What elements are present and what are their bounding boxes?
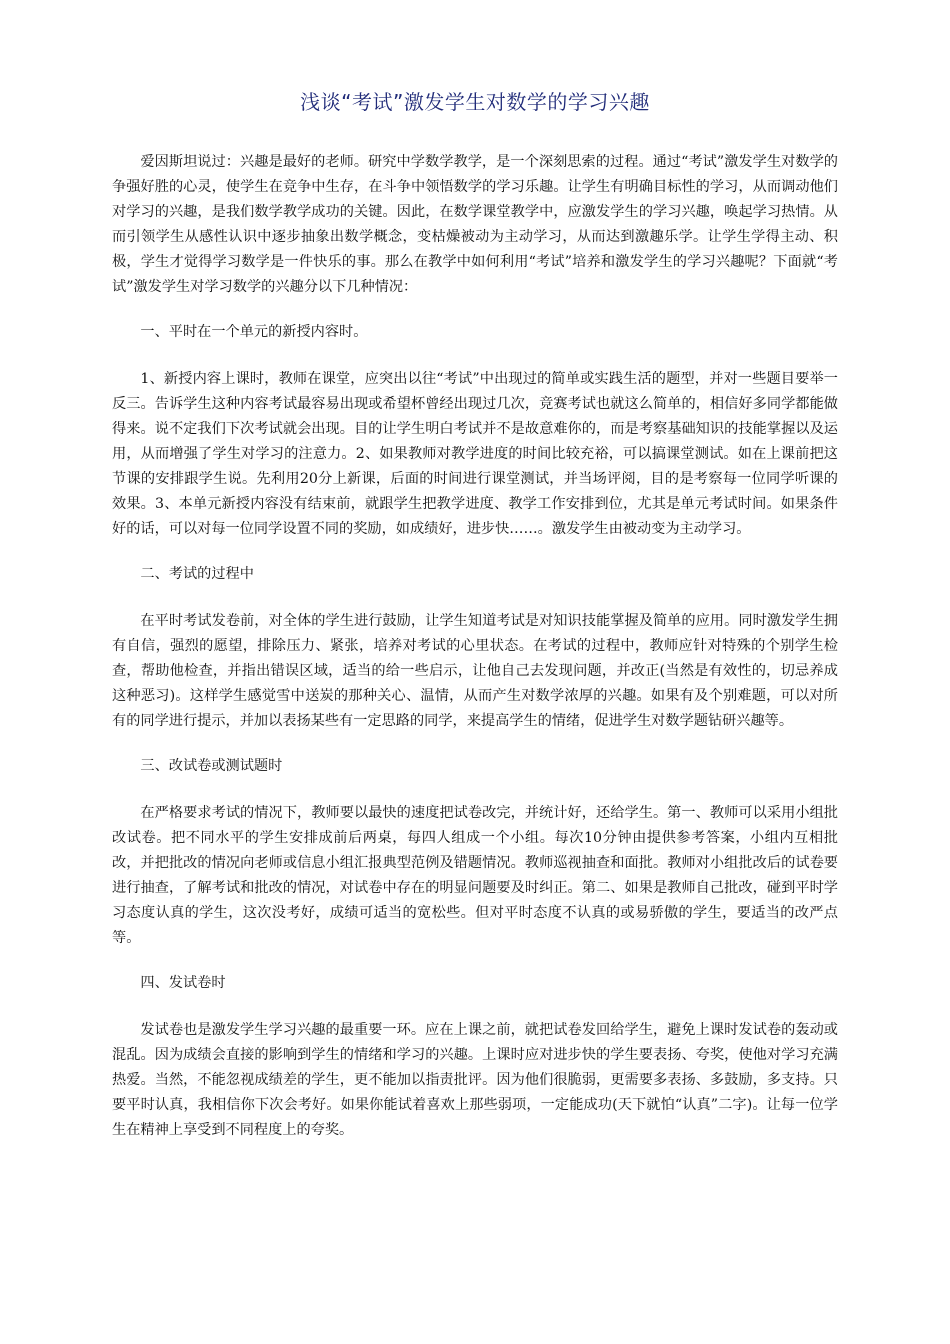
section-heading-2: 二、考试的过程中 xyxy=(140,566,254,582)
page-title: 浅谈“考试”激发学生对数学的学习兴趣 xyxy=(300,90,650,114)
section-body-4: 发试卷也是激发学生学习兴趣的最重要一环。应在上课之前，就把试卷发回给学生，避免上课时发试卷的轰动或混乱。因为成绩会直接的影响到学生的情绪和学习的兴趣。上课时应对进步快的学生要表扬、夸奖，使他对学习充满热爱。当然，不能忽视成绩差的学生，更不能加以指责批评。因为他们很脆弱，更需要多表扬、多鼓励，多支持。只要平时认真，我相信你下次会考好。如果你能试着喜欢上那些弱项，一定能成功(天下就怕“认真”二字)。让每一位学生在精神上享受到不同程度上的夸奖。 xyxy=(112,1022,838,1138)
document-page xyxy=(112,88,838,1143)
intro-paragraph: 爱因斯坦说过：兴趣是最好的老师。研究中学数学教学，是一个深刻思索的过程。通过“考试”激发学生对数学的争强好胜的心灵，使学生在竞争中生存，在斗争中领悟数学的学习乐趣。让学生有明确目标性的学习，从而调动他们对学习的兴趣，是我们数学教学成功的关键。因此，在数学课堂教学中，应激发学生的学习兴趣，唤起学习热情。从而引领学生从感性认识中逐步抽象出数学概念，变枯燥被动为主动学习，从而达到激趣乐学。让学生学得主动、积极，学生才觉得学习数学是一件快乐的事。那么在教学中如何利用“考试”培养和激发学生的学习兴趣呢？下面就“考试”激发学生对学习数学的兴趣分以下几种情况： xyxy=(112,154,838,295)
section-heading-4: 四、发试卷时 xyxy=(140,975,226,991)
section-heading-3: 三、改试卷或测试题时 xyxy=(140,758,283,774)
section-body-3: 在严格要求考试的情况下，教师要以最快的速度把试卷改完，并统计好，还给学生。第一、教师可以采用小组批改试卷。把不同水平的学生安排成前后两桌，每四人组成一个小组。每次10分钟由提供参考答案，小组内互相批改，并把批改的情况向老师或信息小组汇报典型范例及错题情况。教师巡视抽查和面批。教师对小组批改后的试卷要进行抽查，了解考试和批改的情况，对试卷中存在的明显问题要及时纠正。第二、如果是教师自己批改，碰到平时学习态度认真的学生，这次没考好，成绩可适当的宽松些。但对平时态度不认真的或易骄傲的学生，要适当的改严点等。 xyxy=(112,805,838,946)
section-body-2: 在平时考试发卷前，对全体的学生进行鼓励，让学生知道考试是对知识技能掌握及简单的应用。同时激发学生拥有自信，强烈的愿望，排除压力、紧张，培养对考试的心里状态。在考试的过程中，教师应针对特殊的个别学生检查，帮助他检查，并指出错误区域，适当的给一些启示，让他自己去发现问题，并改正(当然是有效性的，切忌养成这种恶习)。这样学生感觉雪中送炭的那种关心、温情，从而产生对数学浓厚的兴趣。如果有及个别难题，可以对所有的同学进行提示，并加以表扬某些有一定思路的同学，来提高学生的情绪，促进学生对数学题钻研兴趣等。 xyxy=(112,613,838,729)
section-heading-1: 一、平时在一个单元的新授内容时。 xyxy=(140,324,368,340)
section-body-1: 1、新授内容上课时，教师在课堂，应突出以往“考试”中出现过的简单或实践生活的题型，并对一些题目要举一反三。告诉学生这种内容考试最容易出现或希望杯曾经出现过几次，竞赛考试也就这么简单的，相信好多同学都能做得来。说不定我们下次考试就会出现。目的让学生明白考试并不是故意难你的，而是考察基础知识的技能掌握以及运用，从而增强了学生对学习的注意力。2、如果教师对教学进度的时间比较充裕，可以搞课堂测试。如在上课前把这节课的安排跟学生说。先利用20分上新课，后面的时间进行课堂测试，并当场评阅，目的是考察每一位同学听课的效果。3、本单元新授内容没有结束前，就跟学生把教学进度、教学工作安排到位，尤其是单元考试时间。如果条件好的话，可以对每一位同学设置不同的奖励，如成绩好，进步快……。激发学生由被动变为主动学习。 xyxy=(112,371,838,537)
